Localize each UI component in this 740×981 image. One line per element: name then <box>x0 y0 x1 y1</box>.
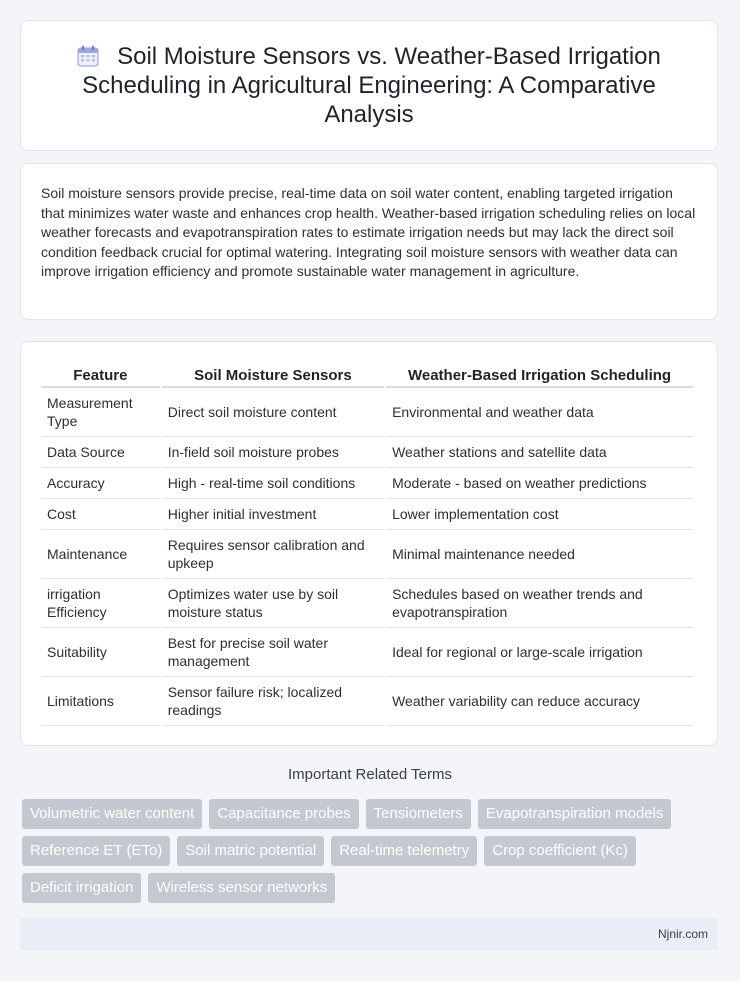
row-feature: Measurement Type <box>41 388 160 437</box>
row-soil-value: Requires sensor calibration and upkeep <box>162 530 384 579</box>
term-tag[interactable]: Capacitance probes <box>209 799 358 829</box>
term-tag[interactable]: Wireless sensor networks <box>148 873 335 903</box>
comparison-table <box>39 362 695 726</box>
row-feature: Data Source <box>41 437 160 468</box>
table-row <box>41 388 693 437</box>
footer-site-link[interactable]: Njnir.com <box>657 927 708 941</box>
intro-text: Soil moisture sensors provide precise, real-time data on soil water content, enabling targeted irrigation that minimizes water waste and enhances crop health. Weather-based irrigation scheduling relies on local weather forecasts and evapotranspiration rates to estimate irrigation needs but may lack the direct soil condition feedback crucial for optimal watering. Integrating soil moisture sensors with weather data can improve irrigation efficiency and promote sustainable water management in agriculture. <box>41 185 696 279</box>
title-card <box>20 20 718 151</box>
row-weather-value: Ideal for regional or large-scale irrigation <box>386 628 693 677</box>
row-feature: Cost <box>41 499 160 530</box>
row-soil-value: Direct soil moisture content <box>162 388 384 437</box>
row-feature: Maintenance <box>41 530 160 579</box>
term-tag[interactable]: Real-time telemetry <box>331 836 477 866</box>
term-tag[interactable]: Soil matric potential <box>177 836 324 866</box>
term-tag[interactable]: Deficit irrigation <box>22 873 141 903</box>
row-feature: irrigation Efficiency <box>41 579 160 628</box>
term-tag[interactable]: Crop coefficient (Kc) <box>484 836 636 866</box>
table-row <box>41 468 693 499</box>
row-feature: Accuracy <box>41 468 160 499</box>
row-soil-value: High - real-time soil conditions <box>162 468 384 499</box>
row-feature: Limitations <box>41 677 160 726</box>
row-soil-value: Sensor failure risk; localized readings <box>162 677 384 726</box>
header-soil-moisture-sensors: Soil Moisture Sensors <box>162 362 384 388</box>
page-title-text: Soil Moisture Sensors vs. Weather-Based Irrigation Scheduling in Agricultural Engineering: A Comparative Analysis <box>82 43 661 128</box>
related-terms-heading: Important Related Terms <box>288 766 452 783</box>
table-row <box>41 437 693 468</box>
table-header-row <box>41 362 693 388</box>
row-soil-value: Best for precise soil water management <box>162 628 384 677</box>
term-tag[interactable]: Tensiometers <box>366 799 471 829</box>
header-weather-based: Weather-Based Irrigation Scheduling <box>386 362 693 388</box>
term-tag[interactable]: Volumetric water content <box>22 799 202 829</box>
table-row <box>41 628 693 677</box>
table-row <box>41 579 693 628</box>
row-weather-value: Weather stations and satellite data <box>386 437 693 468</box>
row-weather-value: Lower implementation cost <box>386 499 693 530</box>
row-weather-value: Weather variability can reduce accuracy <box>386 677 693 726</box>
row-weather-value: Moderate - based on weather predictions <box>386 468 693 499</box>
row-weather-value: Schedules based on weather trends and evapotranspiration <box>386 579 693 628</box>
row-soil-value: In-field soil moisture probes <box>162 437 384 468</box>
comparison-table-card <box>20 341 718 746</box>
footer <box>20 918 718 950</box>
row-weather-value: Minimal maintenance needed <box>386 530 693 579</box>
row-soil-value: Higher initial investment <box>162 499 384 530</box>
term-tag[interactable]: Evapotranspiration models <box>478 799 672 829</box>
row-feature: Suitability <box>41 628 160 677</box>
table-row <box>41 530 693 579</box>
calendar-icon <box>77 45 99 67</box>
intro-card <box>20 163 718 320</box>
header-feature: Feature <box>41 362 160 388</box>
row-weather-value: Environmental and weather data <box>386 388 693 437</box>
row-soil-value: Optimizes water use by soil moisture status <box>162 579 384 628</box>
page-title <box>61 42 677 129</box>
related-terms-list <box>22 799 722 903</box>
term-tag[interactable]: Reference ET (ETo) <box>22 836 170 866</box>
table-row <box>41 499 693 530</box>
table-row <box>41 677 693 726</box>
